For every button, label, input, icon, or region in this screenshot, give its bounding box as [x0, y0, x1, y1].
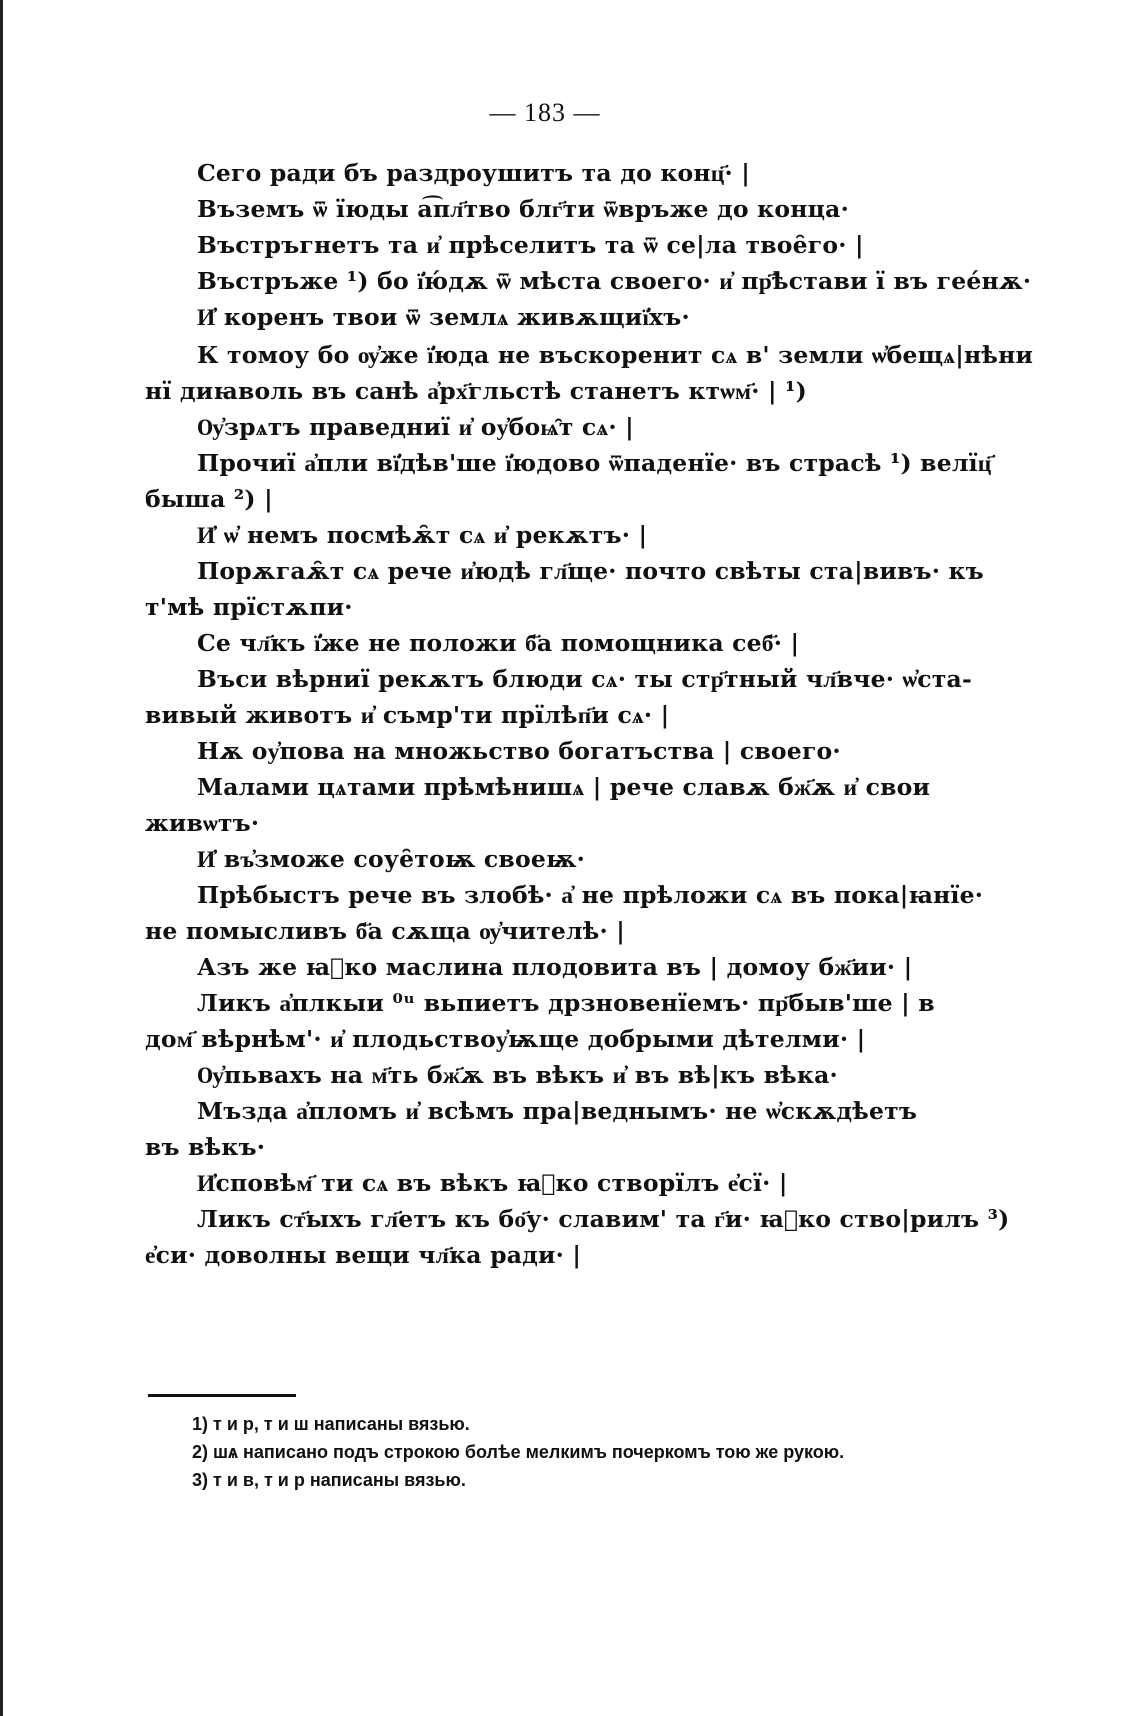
text-line: въ вѣкъ· [145, 1133, 266, 1161]
text-line: Мъзда а҆пломъ и҆ всѣмъ пра|веднымъ· не ѡ҆скѫдѣетъ [197, 1097, 918, 1125]
text-line: Въстръгнетъ та и҆ прѣселитъ та ѿ се|ла твое̑го· | [197, 231, 864, 259]
footnote-2: 2) шѧ написано подъ строкою болѣе мелкимъ почеркомъ тою же рукою. [192, 1442, 845, 1462]
text-line: Прѣбыстъ рече въ злобѣ· а҆ не прѣложи сѧ въ пока|ꙗнїе· [197, 881, 984, 909]
text-line: Порѫгаѫ̑т сѧ рече и҆юдѣ гл҃ще· почто свѣты ста|вивъ· къ [197, 557, 984, 585]
text-line: т'мѣ прїстѫпи· [145, 593, 353, 621]
text-line: Ѹ҆зрѧтъ праведниї и҆ оу҆боѩ̑т сѧ· | [197, 413, 634, 441]
text-line: И҆ въ҆зможе соуе̑тоѭ своеѭ· [197, 845, 586, 873]
text-line: Се чл҃къ ї҆же не положи б҃а помощника себ҃· | [197, 629, 800, 657]
text-line: нї диꙗволь въ санѣ а҆рх҃гльстѣ станетъ ктѡм҃· | ¹) [145, 377, 807, 405]
text-line: И҆сповѣм҃ ти сѧ въ вѣкъ ꙗ҆ко створїлъ е҆сї· | [197, 1169, 788, 1197]
text-line: И҆ ѡ҆ немъ посмѣѫ̑т сѧ и҆ рекѫтъ· | [197, 521, 648, 549]
text-line: И҆ коренъ твои ѿ землѧ живѫщиї҆хъ· [197, 303, 690, 331]
text-line: Малами цѧтами прѣмѣнишѧ | рече славѫ бж҃ѫ и҆ свои [197, 773, 931, 801]
text-line: живѡтъ· [145, 809, 260, 837]
text-line: Въси вѣрниї рекѫтъ блюди сѧ· ты стр҃тный чл҃вче· ѡ҆ста- [197, 665, 972, 693]
text-line: быша ²) | [145, 485, 273, 513]
text-line: Ликъ а҆плкыи ⁰ᵘ вьпиетъ дрзновенїемъ· пр҃быв'ше | в [197, 989, 935, 1017]
text-line: е҆си· доволны вещи чл҃ка ради· | [145, 1241, 582, 1269]
scan-edge-line [0, 0, 3, 1716]
text-line: Сего ради бъ раздроушитъ та до конц҃· | [197, 159, 751, 187]
text-line: Въстръже ¹) бо ї҆ю́дѫ ѿ мѣста своего· и҆ пр҃ѣстави ї въ гее́нѫ· [197, 267, 1032, 295]
footnote-1: 1) т и р, т и ш написаны вязью. [192, 1414, 470, 1434]
footnote-separator [148, 1394, 296, 1397]
text-line: Ликъ ст҃ыхъ гл҃етъ къ бо҃у· славим' та г҃и· ꙗ҆ко ство|рилъ ³) [197, 1205, 1010, 1233]
page-number: — 183 — [489, 98, 601, 127]
text-line: Нѫ оу҆пова на множьство богатъства | своего· [197, 737, 841, 765]
text-line: Ѹ҆пьвахъ на м҃ть бж҃ѫ въ вѣкъ и҆ въ вѣ|къ вѣка· [197, 1061, 838, 1089]
text-line: Азъ же ꙗ҆ко маслина плодовита въ | домоу бж҃ии· | [197, 953, 913, 981]
text-line: не помысливъ б҃а сѫща ѹ҆чителѣ· | [145, 917, 626, 945]
text-line: Въземъ ѿ їюды а͡пл҃тво блг҃ти ѿвръже до конца· [197, 195, 849, 223]
text-line: дом҃ вѣрнѣм'· и҆ плодьствоу҆ѭще добрыми дѣтелми· | [145, 1025, 866, 1053]
text-line: К томоу бо ѹ҆же ї҆юда не въскоренит сѧ в' земли ѡ҆бещѧ|нѣни [197, 341, 1034, 369]
text-line: Прочиї а҆пли вї҆дѣв'ше ї҆юдово ѿпаденїе· въ страсѣ ¹) велїц҃ [197, 449, 992, 477]
text-line: вивый животъ и҆ съмр'ти прїлѣп҃и сѧ· | [145, 701, 670, 729]
footnote-3: 3) т и в, т и р написаны вязью. [192, 1470, 466, 1490]
